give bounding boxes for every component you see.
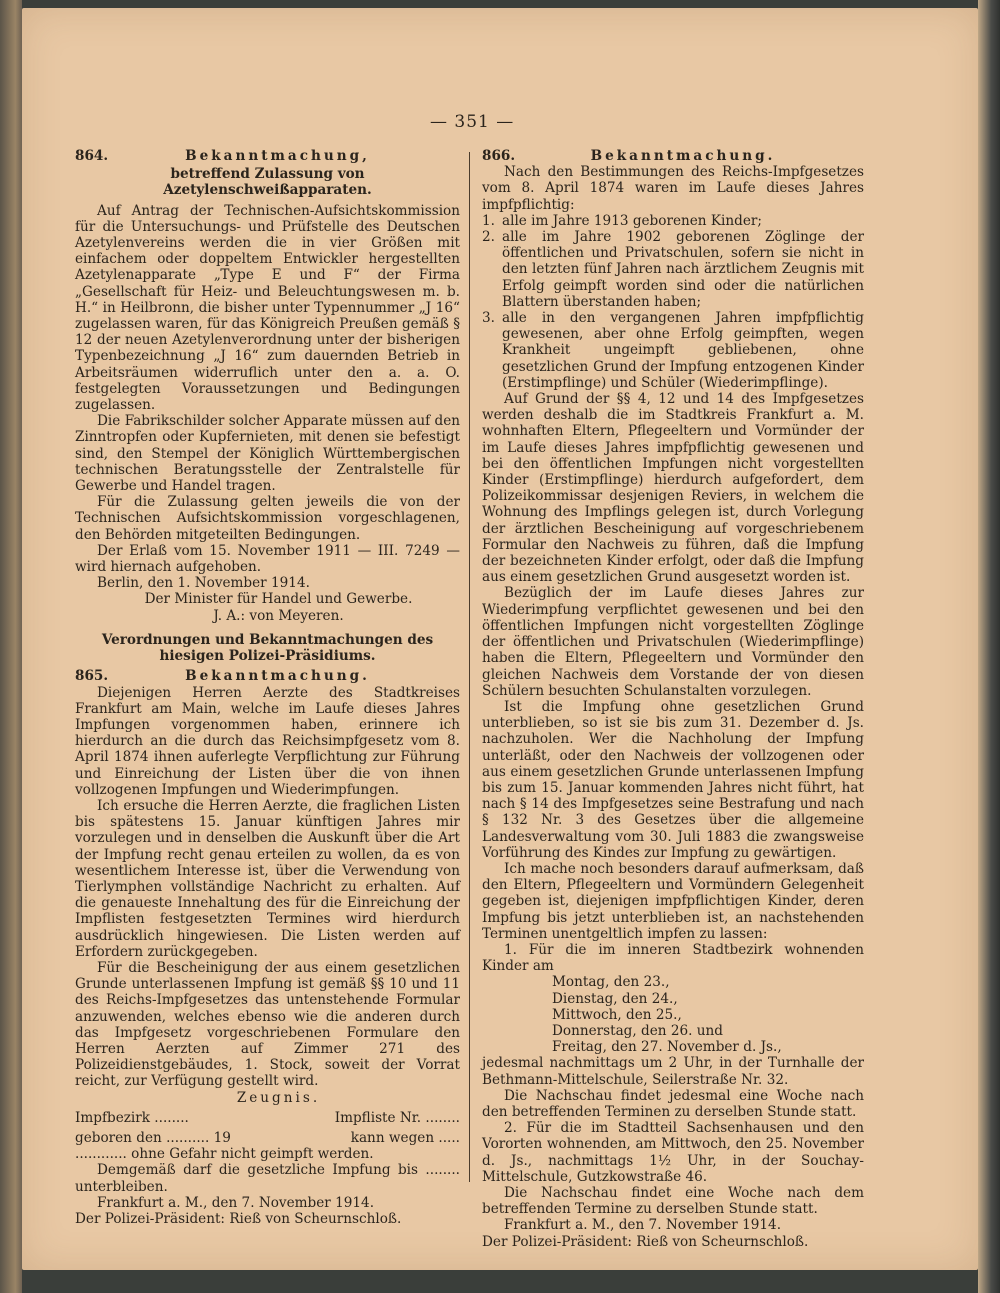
list-text: alle in den vergangenen Jahren impfpflichtig gewesenen, aber ohne Erfolg geimpften, wegen Krankheit ungeimpft gebliebenen, ohne gesetzlichen Grund der Impfung entzogenen Kinder (Erstimpflinge) und Schüler (Wiederimpflinge). [502,310,864,391]
list-item [482,213,864,229]
paragraph: Diejenigen Herren Aerzte des Stadtkreises Frankfurt am Main, welche im Laufe dieses Jahres Impfungen vorgenommen haben, erinnere ich hierdurch an die durch das Reichsimpfgesetz vom 8. April 1874 ihnen auferlegte Verpflichtung zur Führung und Einreichung der Listen über die von ihnen vollzogenen Impfungen und Wiederimpfungen. [75,684,460,798]
date-line: Frankfurt a. M., den 7. November 1914. [97,1194,375,1211]
notice-864-header [75,148,460,164]
facing-page-edge [0,0,22,1293]
paragraph: Nach den Bestimmungen des Reichs-Impfgesetzes vom 8. April 1874 waren im Laufe dieses Jahres impfpflichtig: [482,164,864,213]
right-column [482,148,864,1250]
column-divider [469,152,470,1182]
date-item: Mittwoch, den 25., [552,1006,682,1023]
left-column [75,148,460,1227]
notice-title: Bekanntmachung. [590,148,776,164]
date-line: Berlin, den 1. November 1914. [97,575,310,592]
notice-title: Bekanntmachung. [185,668,370,685]
form-line [75,1130,460,1146]
paragraph: Die Fabrikschilder solcher Apparate müssen auf den Zinntropfen oder Kupfernieten, mit denen sie befestigt sind, den Stempel der Königlich Württembergischen technischen Beratungsstelle der Zentralstelle für Gewerbe und Handel tragen. [75,413,460,495]
date-item: Donnerstag, den 26. und [552,1022,723,1039]
paragraph: Ich mache noch besonders darauf aufmerksam, daß den Eltern, Pflegeeltern und Vormündern Gelegenheit gegeben ist, diejenigen impfpflichtigen Kinder, deren Impfung bis jetzt unterblieben ist, an nachstehenden Terminen unentgeltlich impfen zu lassen: [482,860,864,942]
date-item: Montag, den 23., [552,974,670,991]
form-line: Demgemäß darf die gesetzliche Impfung bis ........ unterbleiben. [75,1162,460,1195]
paragraph: Auf Antrag der Technischen-Aufsichtskommission für die Untersuchungs- und Prüfstelle des Deutschen Azetylenvereins werden die in vier Größen mit einfachem oder doppeltem Entwickler hergestellten Azetylenapparate „Type E und F“ der Firma „Gesellschaft für Heiz- und Beleuchtungswesen m. b. H.“ in Heilbronn, die bisher unter Typennummer „J 16“ zugelassen waren, für das Königreich Preußen gemäß § 12 der neuen Azetylenverordnung unter der bisherigen Typenbezeichnung „J 16“ zum dauernden Betrieb in Arbeitsräumen widerruflich unter den a. a. O. festgelegten Voraussetzungen und Bedingungen zugelassen. [75,202,460,414]
paragraph: Die Nachschau findet eine Woche nach dem betreffenden Termine zu derselben Stunde statt. [482,1185,864,1218]
list-number: 1. [482,212,495,229]
paragraph: jedesmal nachmittags um 2 Uhr, in der Turnhalle der Bethmann-Mittelschule, Seilerstraße Nr. 32. [482,1055,864,1088]
notice-866-header [482,148,864,164]
notice-title: Bekanntmachung, [185,148,370,164]
date-item: Dienstag, den 24., [552,990,678,1007]
page-number: — 351 — [430,112,515,132]
form-line: ............ ohne Gefahr nicht geimpft werden. [75,1146,374,1163]
paragraph: Ich ersuche die Herren Aerzte, die fraglichen Listen bis spätestens 15. Januar künftigen Jahres mir vorzulegen und in denselben die Auskunft über die Art der Impfung recht genau erteilen zu wollen, da es von wesentlichem Interesse ist, über die Verwendung von Tierlymphen vollständige Nachricht zu erhalten. Auf die genaueste Innehaltung des für die Einreichung der Impflisten festgesetzten Termines wird hierdurch ausdrücklich hingewiesen. Die Listen werden auf Erfordern zurückgegeben. [75,797,460,960]
form-field: kann wegen ..... [350,1129,460,1146]
paragraph: Ist die Impfung ohne gesetzlichen Grund unterblieben, so ist sie bis zum 31. Dezember d. Js. nachzuholen. Wer die Nachholung der Impfung unterläßt, oder den Nachweis der vollzogenen oder aus einem gesetzlichen Grunde unterlassenen Impfung bis zum 15. Januar kommenden Jahres nicht führt, hat nach § 14 des Impfgesetzes seine Bestrafung und nach § 132 Nr. 3 des Gesetzes über die allgemeine Landesverwaltung vom 30. Juli 1883 die zwangsweise Vorführung des Kindes zur Impfung zu gewärtigen. [482,698,864,861]
paragraph: Für die Zulassung gelten jeweils die von der Technischen Aufsichtskommission vorgeschlagenen, den Behörden mitgeteilten Bedingungen. [75,494,460,543]
paragraph: 1. Für die im inneren Stadtbezirk wohnenden Kinder am [482,941,864,975]
form-title: Zeugnis. [236,1089,321,1106]
notice-number: 866. [482,148,516,164]
authority-line: Der Minister für Handel und Gewerbe. [144,591,413,608]
paragraph: Für die Bescheinigung der aus einem gesetzlichen Grunde unterlassenen Impfung ist gemäß §§ 10 und 11 des Reichs-Impfgesetzes das untenstehende Formular anzuwenden, welches ebenso wie die anderen durch das Impfgesetz vorgeschriebenen Formulare den Herren Aerzten auf Zimmer 271 des Polizeidienstgebäudes, 1. Stock, soweit der Vorrat reicht, zur Verfügung gestellt wird. [75,959,460,1090]
paragraph: Der Erlaß vom 15. November 1911 — III. 7249 — wird hiernach aufgehoben. [75,542,460,576]
list-item [482,310,864,391]
form-line [75,1110,460,1126]
list-number: 2. [482,229,495,246]
notice-subtitle: betreffend Zulassung von Azetylenschweißapparaten. [163,166,372,199]
date-item: Freitag, den 27. November d. Js., [552,1039,782,1056]
notice-865-header [75,668,460,684]
notice-number: 865. [75,668,109,685]
paragraph: Bezüglich der im Laufe dieses Jahres zur Wiederimpfung verpflichtet gewesenen und bei den öffentlichen Impfungen nicht vorgestellten Zöglinge der öffentlichen und Privatschulen (Wiederimpflinge) haben die Eltern, Pflegeeltern und Vormünder den gleichen Nachweis dem Vorstande der von diesen Schülern besuchten Schulanstalten vorzulegen. [482,585,864,699]
paragraph: Auf Grund der §§ 4, 12 und 14 des Impfgesetzes werden deshalb die im Stadtkreis Frankfurt a. M. wohnhaften Eltern, Pflegeeltern und Vormünder der im Laufe dieses Jahres impfpflichtig gewesenen und bei den öffentlichen Impfungen nicht vorgestellten Kinder (Erstimpflinge) hierdurch aufgefordert, dem Polizeikommissar desjenigen Reviers, in welchem die Wohnung des Impflings gelegen ist, durch Vorlegung der ärztlichen Bescheinigung auf vorgeschriebenem Formular den Nachweis zu führen, daß die Impfung der bezeichneten Kinder erfolgt, oder daß die Impfung aus einem gesetzlichen Grund ausgesetzt worden ist. [482,391,864,586]
list-text: alle im Jahre 1902 geborenen Zöglinge der öffentlichen und Privatschulen, sofern sie nicht in den letzten fünf Jahren nach ärztlichem Zeugnis mit Erfolg geimpft worden sind oder die natürlichen Blattern überstanden haben; [502,229,864,310]
signature: Der Polizei-Präsident: Rieß von Scheurnschloß. [75,1211,402,1227]
form-field: Impfliste Nr. ........ [334,1109,460,1126]
date-line: Frankfurt a. M., den 7. November 1914. [504,1217,782,1234]
list-text: alle im Jahre 1913 geborenen Kinder; [502,212,762,229]
signature: Der Polizei-Präsident: Rieß von Scheurnschloß. [482,1233,809,1250]
notice-number: 864. [75,148,109,164]
form-field: Impfbezirk ........ [75,1109,189,1126]
signature: J. A.: von Meyeren. [213,607,344,624]
list-number: 3. [482,310,495,327]
book-cover-edge [978,0,1000,1293]
list-item [482,229,864,310]
paragraph: Die Nachschau findet jedesmal eine Woche nach den betreffenden Terminen zu derselben Stunde statt. [482,1087,864,1120]
form-field: geboren den .......... 19 [75,1129,231,1146]
paragraph: 2. Für die im Stadtteil Sachsenhausen und den Vororten wohnenden, am Mittwoch, den 25. November d. Js., nachmittags 1½ Uhr, in der Souchay-Mittelschule, Gutzkowstraße 46. [482,1120,864,1185]
section-heading: Verordnungen und Bekanntmachungen des hiesigen Polizei-Präsidiums. [101,631,434,665]
